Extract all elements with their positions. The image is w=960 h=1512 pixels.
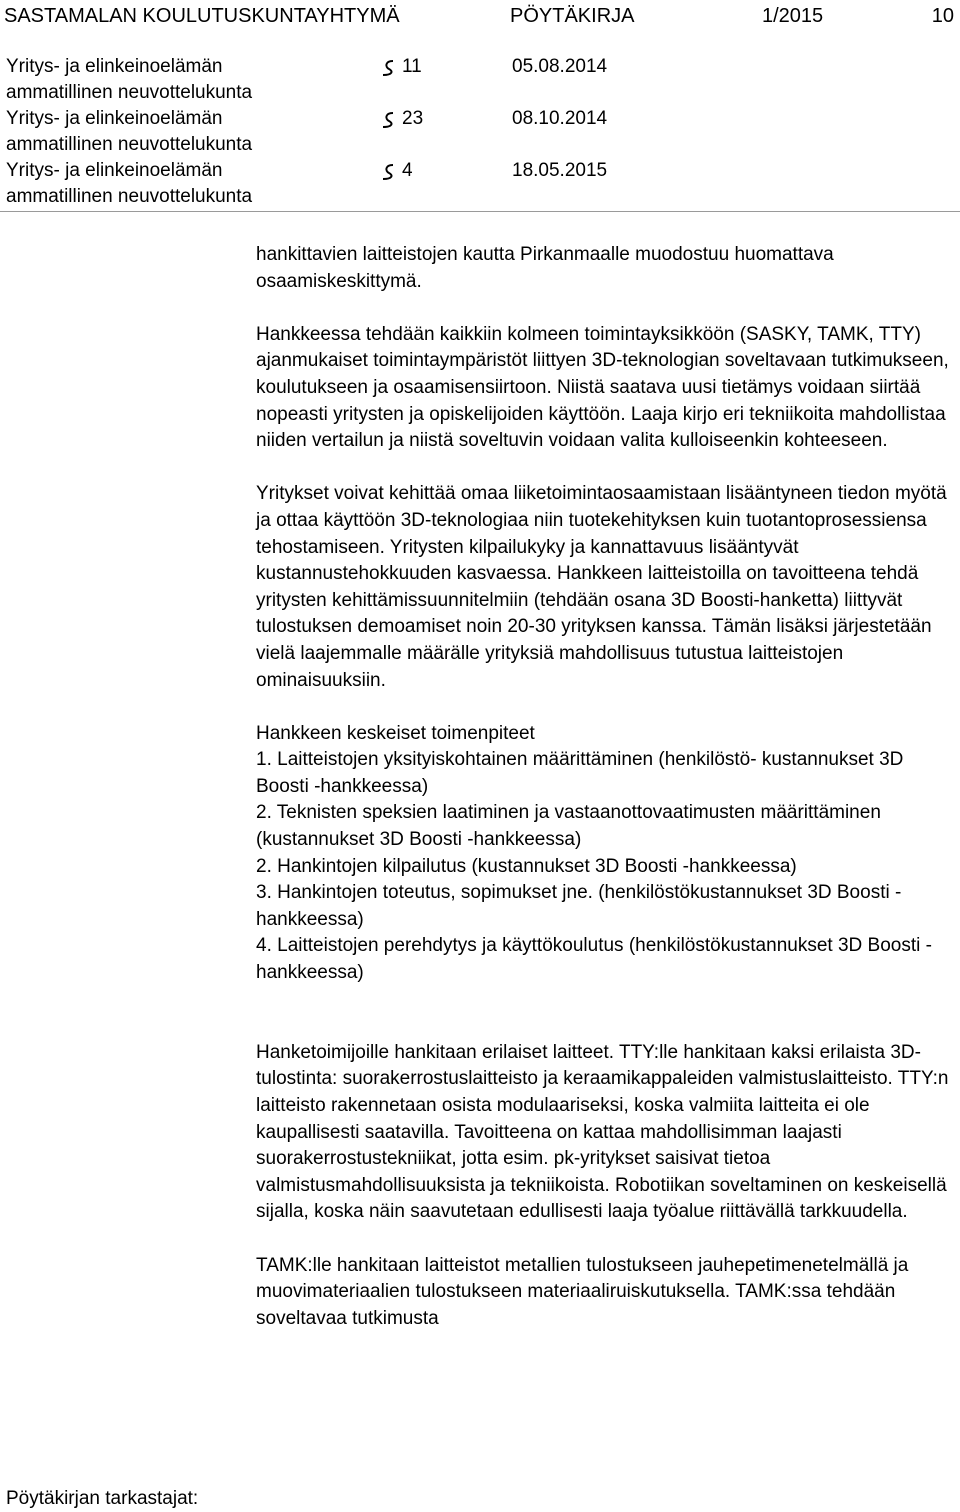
meeting-references [0,54,960,214]
meeting-body: Yritys- ja elinkeinoelämän ammatillinen neuvottelukunta [6,108,253,155]
spacer [256,1013,960,1040]
paragraph: Yritykset voivat kehittää omaa liiketoimintaosaamistaan lisääntyneen tiedon myötä ja ottaa käyttöön 3D-teknologiaa niin tuotekehityksen kuin tuotantoprosessiensa tehostamiseen. Yritysten kilpailukyky ja kannattavuus lisääntyvät kustannustehokkuuden kasvaessa. Hankkeen laitteistoilla on tavoitteena tehdä yritysten kehittämissuunnitelmiin (tehdään osana 3D Boosti-hanketta) liittyvät tulostuksen demoamiset noin 20-30 yrityksen kanssa. Tämän lisäksi järjestetään vielä laajemmalle määrälle yrityksiä mahdollisuus tutustua laitteistojen ominaisuuksiin. [256,483,947,691]
list-item: 4. Laitteistojen perehdytys ja käyttökoulutus (henkilöstökustannukset 3D Boosti -hankkeessa) [256,935,932,984]
paragraph: TAMK:lle hankitaan laitteistot metallien tulostukseen jauhepetimenetelmällä ja muovimateriaalien tulostukseen materiaaliruiskutuksella. TAMK:ssa tehdään soveltavaa tutkimusta [256,1254,909,1329]
section-number: 23 [402,108,424,129]
section-marker-icon [380,59,396,77]
meeting-body: Yritys- ja elinkeinoelämän ammatillinen neuvottelukunta [6,160,253,207]
meeting-date: 08.10.2014 [512,108,608,129]
paragraph: Hanketoimijoille hankitaan erilaiset laitteet. TTY:lle hankitaan kaksi erilaista 3D-tulostinta: suorakerrostuslaitteisto ja keraamikappaleiden valmistuslaitteisto. TTY:n laitteisto rakennetaan osista modulaariseksi, koska valmiita laitteita ei ole kaupallisesti saatavilla. Tavoitteena on kattaa mahdollisimman laajasti suorakerrostustekniikat, jotta esim. pk-yritykset saisivat tietoa valmistusmahdollisuuksista ja tekniikoista. Robotiikan soveltaminen on keskeisellä sijalla, koska näin saavutetaan edullisesti laaja työalue riittävällä tarkkuudella. [256,1041,949,1223]
meeting-date: 05.08.2014 [512,56,608,77]
section-marker-icon [380,111,396,129]
paragraph: Hankkeessa tehdään kaikkiin kolmeen toimintayksikköön (SASKY, TAMK, TTY) ajanmukaiset toimintaympäristöt liittyen 3D-teknologian soveltavaan tutkimukseen, koulutukseen ja osaamisensiirtoon. Niistä saatava uusi tietämys voidaan siirtää nopeasti yritysten ja opiskelijoiden käyttöön. Laaja kirjo eri tekniikoita mahdollistaa niiden vertailun ja niistä soveltuvin voidaan valita kulloiseenkin kohteeseen. [256,323,949,452]
list-item: 2. Teknisten speksien laatiminen ja vastaanottovaatimusten määrittäminen (kustannukset 3D Boosti -hankkeessa) [256,802,881,851]
minutes-body [256,242,960,1359]
measures-list [256,721,960,987]
paragraph: hankittavien laitteistojen kautta Pirkanmaalle muodostuu huomattava osaamiskeskittymä. [256,244,834,292]
organization-name: SASTAMALAN KOULUTUSKUNTAYHTYMÄ [4,5,400,27]
document-number: 1/2015 [762,5,824,27]
list-item: 3. Hankintojen toteutus, sopimukset jne. (henkilöstökustannukset 3D Boosti -hankkeessa) [256,882,902,930]
reviewers-label: Pöytäkirjan tarkastajat: [6,1488,199,1509]
meeting-reference-row [0,106,960,158]
page-header [0,2,960,30]
list-item: 2. Hankintojen kilpailutus (kustannukset 3D Boosti -hankkeessa) [256,855,797,877]
meeting-date: 18.05.2015 [512,160,608,181]
meeting-reference-row [0,158,960,210]
document-type: PÖYTÄKIRJA [510,5,635,27]
list-title: Hankkeen keskeiset toimenpiteet [256,722,535,744]
section-marker-icon [380,163,396,181]
header-divider [0,211,960,212]
list-item: 1. Laitteistojen yksityiskohtainen määrittäminen (henkilöstö- kustannukset 3D Boosti -hankkeessa) [256,749,904,797]
spacer [256,987,960,1014]
meeting-body: Yritys- ja elinkeinoelämän ammatillinen neuvottelukunta [6,56,253,103]
section-number: 4 [402,160,413,181]
page-number: 10 [931,5,954,27]
meeting-reference-row [0,54,960,106]
section-number: 11 [402,56,422,77]
